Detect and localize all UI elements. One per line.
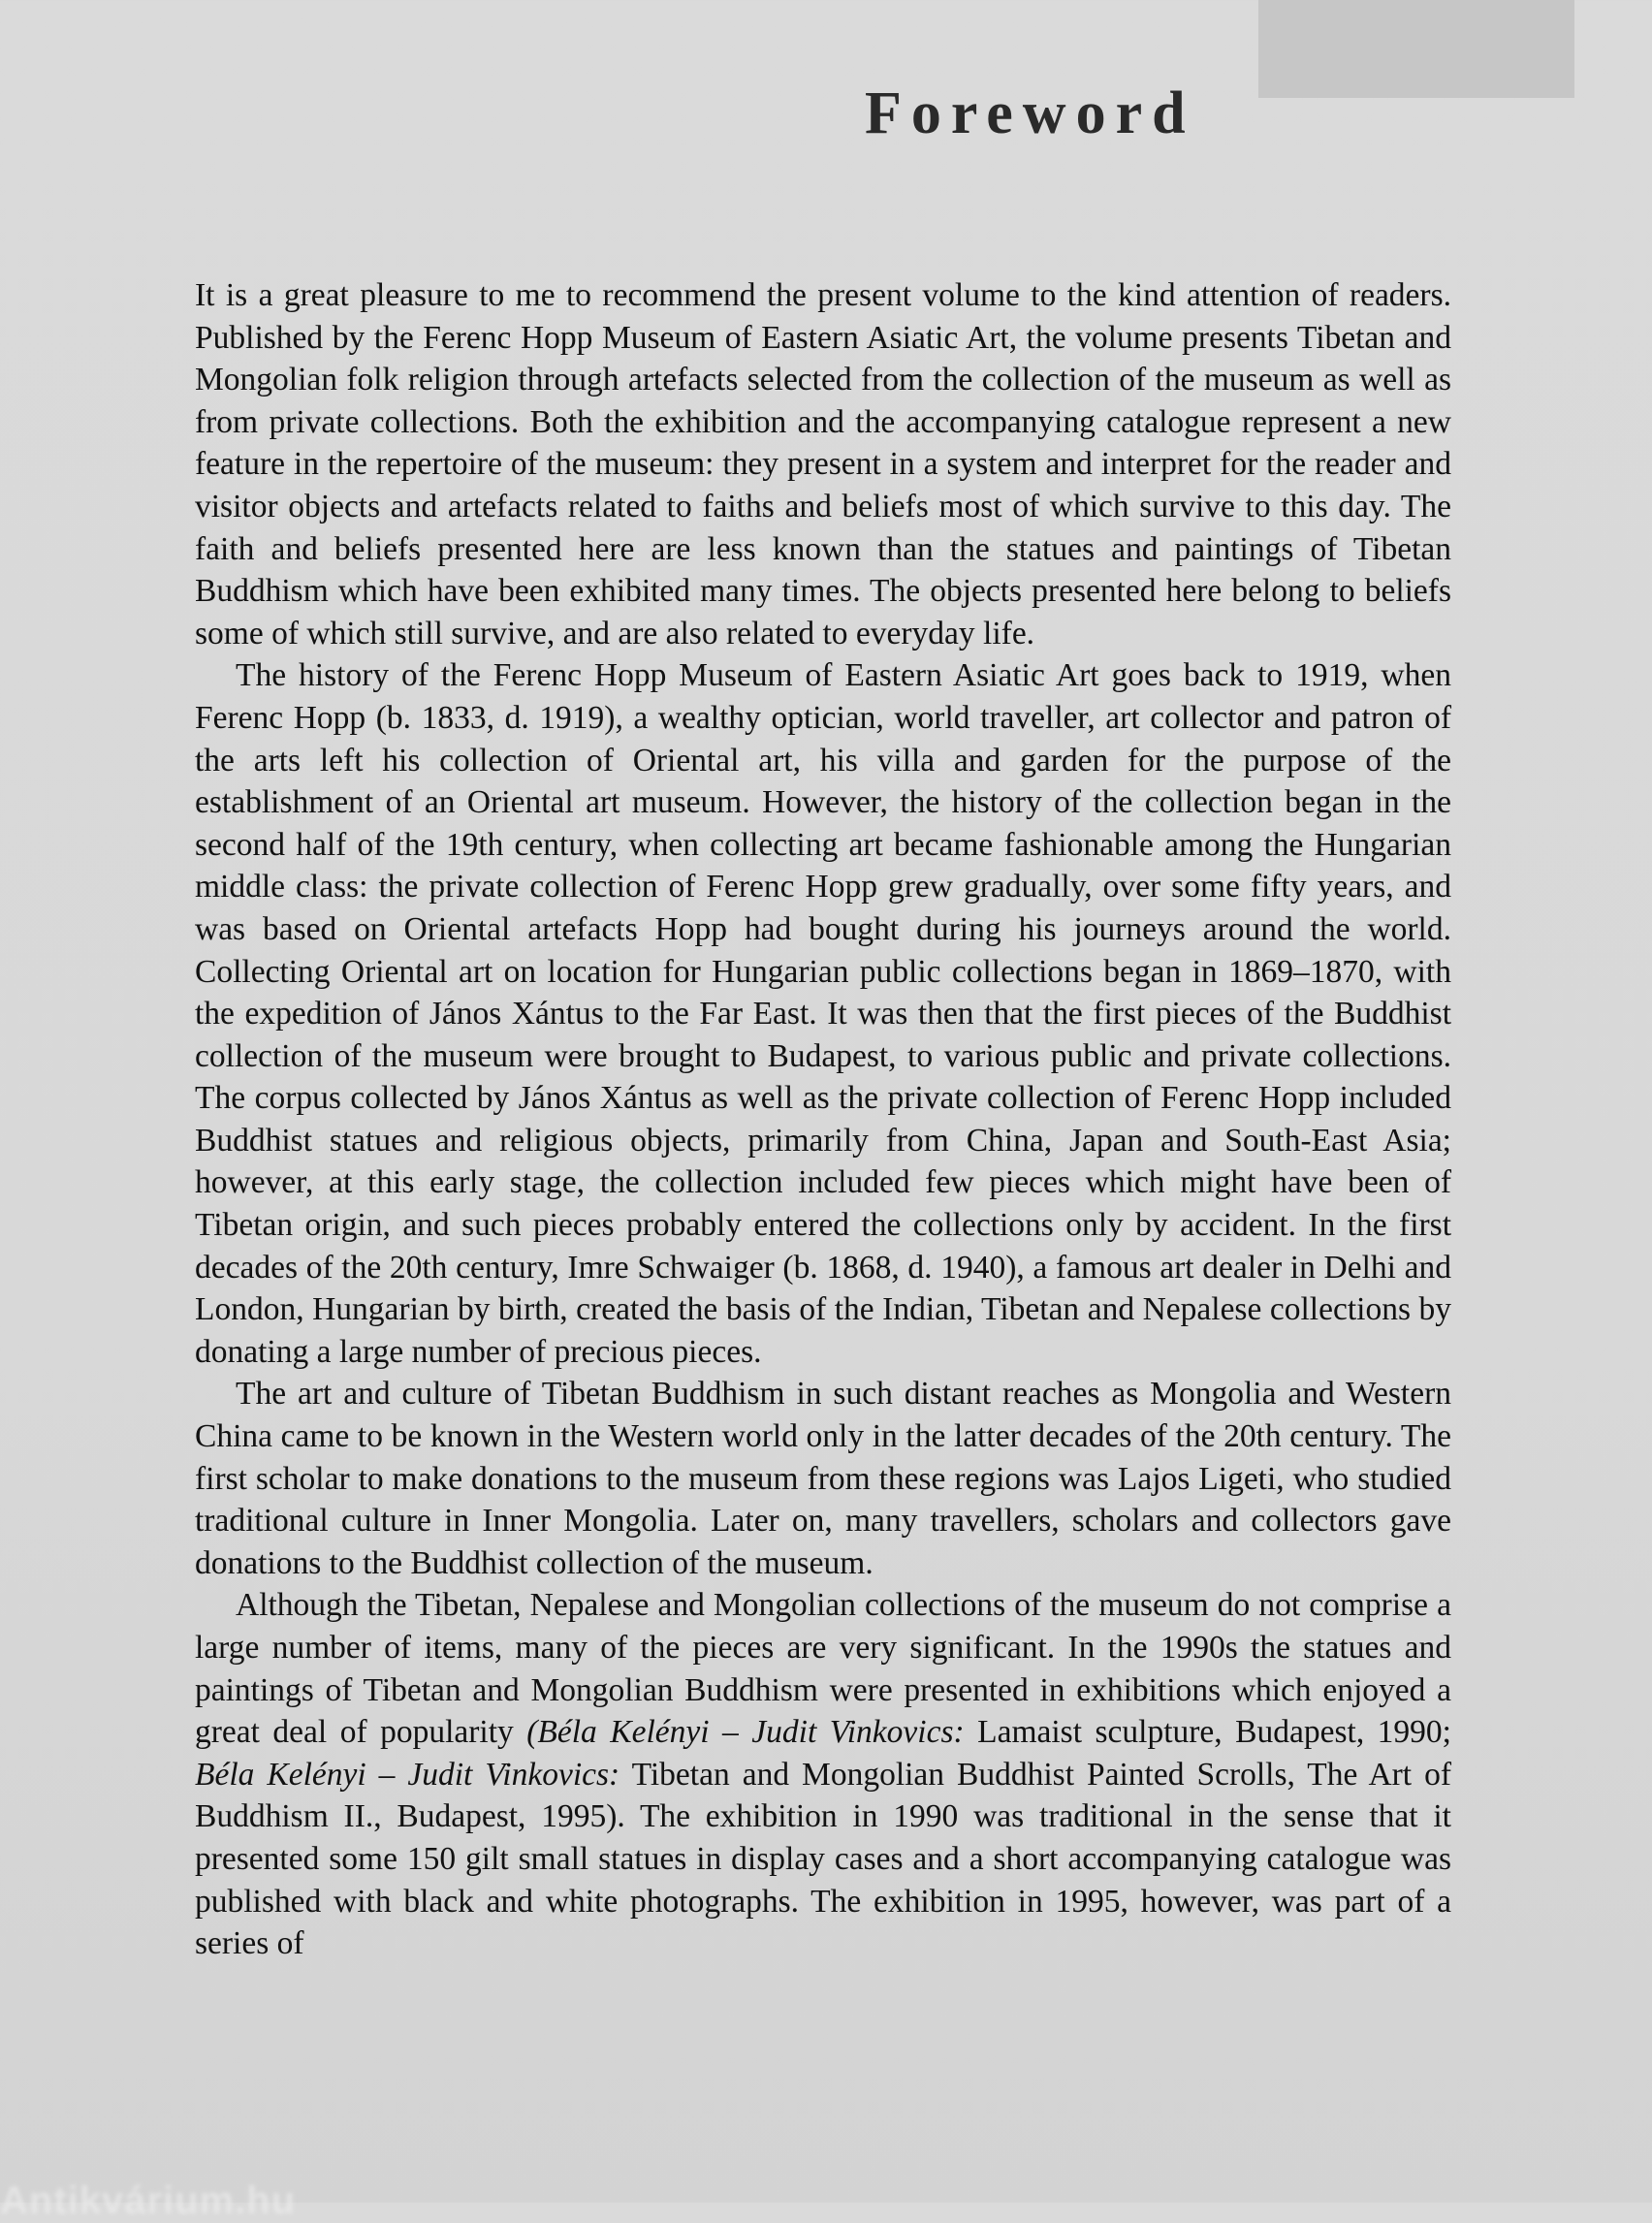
citation-authors: (Béla Kelényi – Judit Vinkovics: [526,1714,965,1751]
paragraph-4 [195,1584,1451,1964]
citation-title-1: Lamaist sculpture, Budapest, 1990; [964,1714,1451,1751]
paragraph-2: The history of the Ferenc Hopp Museum of Eastern Asiatic Art goes back to 1919, when Ferenc Hopp (b. 1833, d. 1919), a wealthy optician, world traveller, art collector and patron of the arts left his collection of Oriental art, his villa and garden for the purpose of the establishment of an Oriental art museum. However, the history of the collection began in the second half of the 19th century, when collecting art became fashionable among the Hungarian middle class: the private collection of Ferenc Hopp grew gradually, over some fifty years, and was based on Oriental artefacts Hopp had bought during his journeys around the world. Collecting Oriental art on location for Hungarian public collections began in 1869–1870, with the expedition of János Xántus to the Far East. It was then that the first pieces of the Buddhist collection of the museum were brought to Budapest, to various public and private collections. The corpus collected by János Xántus as well as the private collection of Ferenc Hopp included Buddhist statues and religious objects, primarily from China, Japan and South-East Asia; however, at this early stage, the collection included few pieces which might have been of Tibetan origin, and such pieces probably entered the collections only by accident. In the first decades of the 20th century, Imre Schwaiger (b. 1868, d. 1940), a famous art dealer in Delhi and London, Hungarian by birth, created the basis of the Indian, Tibetan and Nepalese collections by donating a large number of precious pieces. [195,657,1451,1370]
page-title: Foreword [865,79,1195,146]
decorative-gray-block [1258,0,1574,98]
paragraph-3: The art and culture of Tibetan Buddhism in such distant reaches as Mongolia and Western China came to be known in the Western world only in the latter decades of the 20th century. The first scholar to make donations to the museum from these regions was Lajos Ligeti, who studied traditional culture in Inner Mongolia. Later on, many travellers, scholars and collectors gave donations to the Buddhist collection of the museum. [195,1376,1451,1581]
paragraph-4-continuation: Tibetan and Mongolian Buddhist Painted Scrolls, The Art of Buddhism II., Budapest, 1995). The exhibition in 1990 was traditional in the sense that it presented some 150 gilt small statues in display cases and a short accompanying catalogue was published with black and white photographs. The exhibition in 1995, however, was part of a series of [195,1756,1451,1962]
foreword-body [195,274,1451,1965]
paragraph-4-text: Although the Tibetan, Nepalese and Mongolian collections of the museum do not comprise a large number of items, many of the pieces are very significant. In the 1990s the statues and paintings of Tibetan and Mongolian Buddhism were presented in exhibitions which enjoyed a great deal of popularity [195,1587,1451,1751]
citation-authors: Béla Kelényi – Judit Vinkovics: [195,1756,620,1793]
watermark: Antikvárium.hu [0,2179,297,2222]
paragraph-1: It is a great pleasure to me to recommend the present volume to the kind attention of readers. Published by the Ferenc Hopp Museum of Eastern Asiatic Art, the volume presents Tibetan and Mongolian folk religion through artefacts selected from the collection of the museum as well as from private collections. Both the exhibition and the accompanying catalogue represent a new feature in the repertoire of the museum: they present in a system and interpret for the reader and visitor objects and artefacts related to faiths and beliefs most of which survive to this day. The faith and beliefs presented here are less known than the statues and paintings of Tibetan Buddhism which have been exhibited many times. The objects presented here belong to beliefs some of which still survive, and are also related to everyday life. [195,277,1451,651]
